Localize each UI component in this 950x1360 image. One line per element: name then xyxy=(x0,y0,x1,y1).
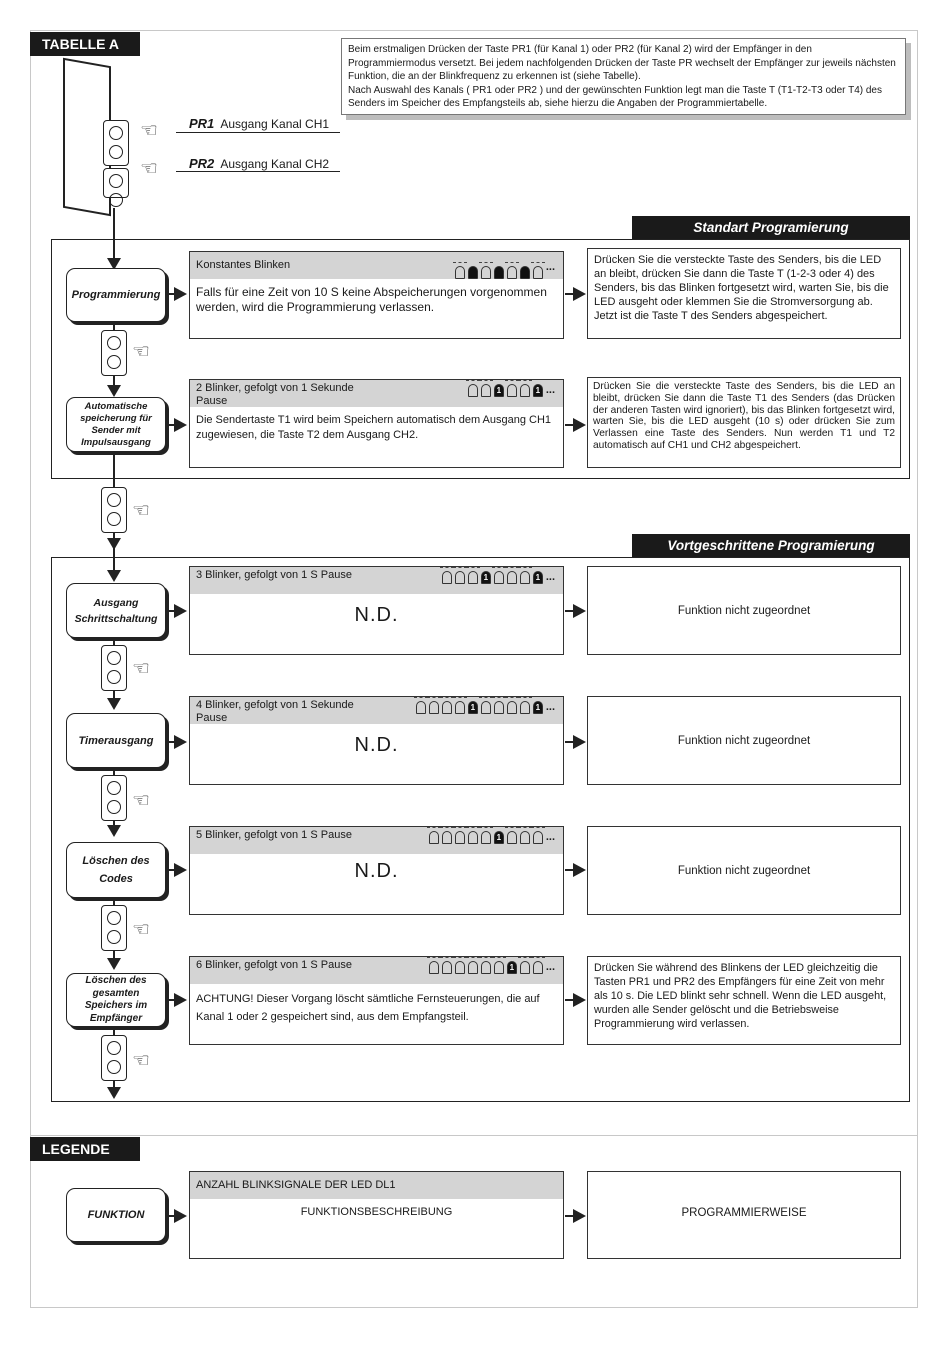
description-box xyxy=(189,826,564,915)
arrow-right xyxy=(573,418,586,432)
led-off-icon xyxy=(481,384,491,397)
description-box xyxy=(189,696,564,785)
led-off-icon xyxy=(468,571,478,584)
legend-description-text: FUNKTIONSBESCHREIBUNG xyxy=(300,1206,453,1218)
led-on-icon: 1 xyxy=(468,701,478,714)
pr-button-icon xyxy=(101,330,127,376)
programming-box: Drücken Sie die versteckte Taste des Senders, bis die LED an bleibt, drücken Sie dann die Taste T (1-2-3 oder 4) des Senders, bis das Blinken fortgesetzt wird, warten Sie, bis die LED ausgeht oder klemmen Sie die Stromversorgung ab. Jetzt ist die Taste T des Senders abgespeichert. xyxy=(587,248,901,339)
function-schrittschaltung: Ausgang Schrittschaltung xyxy=(66,583,166,638)
led-ellipsis: ... xyxy=(545,831,555,843)
led-on-icon: 1 xyxy=(494,831,504,844)
blink-header xyxy=(190,827,563,854)
intro-para-2: Nach Auswahl des Kanals ( PR1 oder PR2 ) und der gewünschten Funktion legt man die Taste T (T1-T2-T3 oder T4) des Senders im Speicher des Empfangsteils ab, siehe hierzu die Angaben der Programmiertabelle. xyxy=(348,84,882,109)
legend-description-box xyxy=(189,1171,564,1259)
led-off-icon xyxy=(520,701,530,714)
hand-pointer-icon: ☜ xyxy=(132,790,150,812)
function-auto-speicherung: Automatische speicherung für Sender mit Impulsausgang xyxy=(66,397,166,452)
led-off-icon xyxy=(494,701,504,714)
arrow-right xyxy=(573,287,586,301)
led-on-icon xyxy=(520,266,530,279)
pr1-output: Ausgang Kanal CH1 xyxy=(220,117,330,131)
blink-pattern-text: 5 Blinker, gefolgt von 1 S Pause xyxy=(196,829,352,841)
led-off-icon xyxy=(520,571,530,584)
description-text: ACHTUNG! Dieser Vorgang löscht sämtliche Fernsteuerungen, die auf Kanal 1 oder 2 gespeichert sind, aus dem Empfangsteil. xyxy=(196,993,540,1023)
pr1-line xyxy=(176,132,340,133)
hand-pointer-icon: ☜ xyxy=(140,158,158,180)
led-off-icon xyxy=(481,701,491,714)
blink-pattern-text: 4 Blinker, gefolgt von 1 Sekunde Pause xyxy=(196,699,354,724)
led-on-icon: 1 xyxy=(494,384,504,397)
description-text: Falls für eine Zeit von 10 S keine Abspeicherungen vorgenommen werden, wird die Programmierung verlassen. xyxy=(196,285,547,314)
legend-function: FUNKTION xyxy=(66,1188,166,1242)
led-on-icon: 1 xyxy=(507,961,517,974)
function-loeschen-codes: Löschen des Codes xyxy=(66,842,166,898)
programming-box: Funktion nicht zugeordnet xyxy=(587,566,901,655)
led-off-icon xyxy=(455,831,465,844)
led-off-icon xyxy=(455,571,465,584)
led-off-icon xyxy=(520,961,530,974)
intro-para-1: Beim erstmaligen Drücken der Taste PR1 (für Kanal 1) oder PR2 (für Kanal 2) wird der Empfänger in den Programmiermodus versetzt. Bei jedem nachfolgenden Drücken der Taste PR wechselt der Empfänger zur jeweils nächsten Funktion, die an der Blinkfrequenz zu erkennen ist (siehe Tabelle). xyxy=(348,44,896,82)
arrow-down xyxy=(107,538,121,550)
arrow-down xyxy=(107,570,121,582)
led-off-icon xyxy=(520,831,530,844)
led-off-icon xyxy=(533,961,543,974)
led-off-icon xyxy=(416,701,426,714)
pr-buttons-icon xyxy=(103,120,129,166)
hand-pointer-icon: ☜ xyxy=(140,120,158,142)
arrow-right xyxy=(573,863,586,877)
blink-pattern-text: 2 Blinker, gefolgt von 1 Sekunde Pause xyxy=(196,382,354,407)
led-ellipsis: ... xyxy=(545,701,555,713)
not-defined-text: N.D. xyxy=(354,734,399,756)
hand-pointer-icon: ☜ xyxy=(132,341,150,363)
programming-box: Drücken Sie während des Blinkens der LED gleichzeitig die Tasten PR1 und PR2 des Empfängers für eine Zeit von mehr als 10 s. Die LED blinkt sehr schnell. Wenn die LED ausgeht, wurden alle Sender gelöscht und die Betriebsweise Programmierung wird verlassen. xyxy=(587,956,901,1045)
blink-pattern-text: 3 Blinker, gefolgt von 1 S Pause xyxy=(196,569,352,581)
legend-divider xyxy=(30,1135,918,1136)
pr-button-icon xyxy=(101,645,127,691)
blink-pattern-text: 6 Blinker, gefolgt von 1 S Pause xyxy=(196,959,352,971)
hand-pointer-icon: ☜ xyxy=(132,658,150,680)
table-tag: TABELLE A xyxy=(30,32,140,56)
blink-header xyxy=(190,252,563,279)
blink-header xyxy=(190,567,563,594)
pr2-name: PR2 xyxy=(189,156,215,171)
led-off-icon xyxy=(494,571,504,584)
arrow-right xyxy=(174,1209,187,1223)
led-off-icon xyxy=(429,701,439,714)
blink-pattern-text: Konstantes Blinken xyxy=(196,259,291,271)
arrow-right xyxy=(573,1209,586,1223)
led-sequence xyxy=(416,701,555,714)
description-box xyxy=(189,566,564,655)
pr-button-icon xyxy=(101,775,127,821)
pr-button-icon xyxy=(101,1035,127,1081)
led-off-icon xyxy=(481,961,491,974)
led-on-icon: 1 xyxy=(533,571,543,584)
led-ellipsis: ... xyxy=(545,571,555,583)
advanced-title: Vortgeschrittene Programierung xyxy=(632,534,910,557)
arrow-down xyxy=(107,825,121,837)
connector-icon xyxy=(103,168,129,198)
led-off-icon xyxy=(429,961,439,974)
standard-title: Standart Programierung xyxy=(632,216,910,239)
pr2-label xyxy=(189,156,329,171)
led-on-icon: 1 xyxy=(533,384,543,397)
blink-header xyxy=(190,697,563,724)
led-off-icon xyxy=(468,831,478,844)
arrow-right xyxy=(174,735,187,749)
programming-box: Funktion nicht zugeordnet xyxy=(587,696,901,785)
pr2-output: Ausgang Kanal CH2 xyxy=(220,157,330,171)
not-defined-text: N.D. xyxy=(354,860,399,882)
led-off-icon xyxy=(507,831,517,844)
pr-button-icon xyxy=(101,905,127,951)
pr-button-icon xyxy=(101,487,127,533)
description-box xyxy=(189,956,564,1045)
led-sequence xyxy=(442,571,555,584)
programming-box: Drücken Sie die versteckte Taste des Senders, bis die LED an bleibt, drücken Sie dann die Taste T1 des Senders (das Drücken der anderen Tasten wird ignoriert), bis das Blinken fortgesetzt wird, warten Sie, bis die LED ausgeht (10 s) oder drücken Sie zum Verlassen eine Taste des Senders. Nun werden T1 und T2 automatisch auf CH1 und CH2 abgespeichert. xyxy=(587,377,901,468)
led-off-icon xyxy=(455,961,465,974)
led-on-icon: 1 xyxy=(533,701,543,714)
led-sequence xyxy=(429,831,555,844)
led-off-icon xyxy=(455,266,465,279)
function-programmierung: Programmierung xyxy=(66,268,166,322)
led-off-icon xyxy=(507,266,517,279)
led-off-icon xyxy=(442,961,452,974)
description-box xyxy=(189,251,564,339)
led-off-icon xyxy=(481,266,491,279)
led-off-icon xyxy=(481,831,491,844)
arrow-down xyxy=(107,958,121,970)
led-off-icon xyxy=(468,384,478,397)
led-off-icon xyxy=(455,701,465,714)
arrow-right xyxy=(174,863,187,877)
arrow-right xyxy=(573,735,586,749)
led-off-icon xyxy=(442,571,452,584)
legend-tag: LEGENDE xyxy=(30,1137,140,1161)
led-sequence xyxy=(429,961,555,974)
hand-pointer-icon: ☜ xyxy=(132,500,150,522)
led-on-icon xyxy=(494,266,504,279)
led-ellipsis: ... xyxy=(545,961,555,973)
led-off-icon xyxy=(468,961,478,974)
led-off-icon xyxy=(533,831,543,844)
function-loeschen-speicher: Löschen des gesamten Speichers im Empfänger xyxy=(66,973,166,1027)
arrow-right xyxy=(573,993,586,1007)
led-off-icon xyxy=(520,384,530,397)
led-ellipsis: ... xyxy=(545,384,555,396)
arrow-right xyxy=(174,604,187,618)
led-on-icon xyxy=(468,266,478,279)
led-off-icon xyxy=(429,831,439,844)
arrow-right xyxy=(174,993,187,1007)
not-defined-text: N.D. xyxy=(354,604,399,626)
legend-programming-box: PROGRAMMIERWEISE xyxy=(587,1171,901,1259)
pr1-name: PR1 xyxy=(189,116,215,131)
led-off-icon xyxy=(442,701,452,714)
function-timerausgang: Timerausgang xyxy=(66,713,166,768)
led-off-icon xyxy=(533,266,543,279)
arrow-down xyxy=(107,1087,121,1099)
hand-pointer-icon: ☜ xyxy=(132,919,150,941)
led-off-icon xyxy=(442,831,452,844)
led-sequence xyxy=(455,256,555,279)
pr1-label xyxy=(189,116,329,131)
led-sequence xyxy=(468,384,555,397)
led-off-icon xyxy=(494,961,504,974)
led-off-icon xyxy=(507,571,517,584)
arrow-right xyxy=(573,604,586,618)
led-ellipsis: ... xyxy=(545,261,555,273)
blink-header xyxy=(190,380,563,407)
led-on-icon: 1 xyxy=(481,571,491,584)
description-box xyxy=(189,379,564,468)
arrow-right xyxy=(174,418,187,432)
led-off-icon xyxy=(507,384,517,397)
description-text: Die Sendertaste T1 wird beim Speichern automatisch dem Ausgang CH1 zugewiesen, die Taste T2 dem Ausgang CH2. xyxy=(196,414,552,441)
arrow-down xyxy=(107,698,121,710)
led-off-icon xyxy=(507,701,517,714)
intro-box xyxy=(341,38,906,115)
blink-header xyxy=(190,957,563,984)
programming-box: Funktion nicht zugeordnet xyxy=(587,826,901,915)
pr2-line xyxy=(176,171,340,172)
hand-pointer-icon: ☜ xyxy=(132,1050,150,1072)
legend-blink-header: ANZAHL BLINKSIGNALE DER LED DL1 xyxy=(190,1172,563,1199)
arrow-right xyxy=(174,287,187,301)
arrow-down xyxy=(107,385,121,397)
